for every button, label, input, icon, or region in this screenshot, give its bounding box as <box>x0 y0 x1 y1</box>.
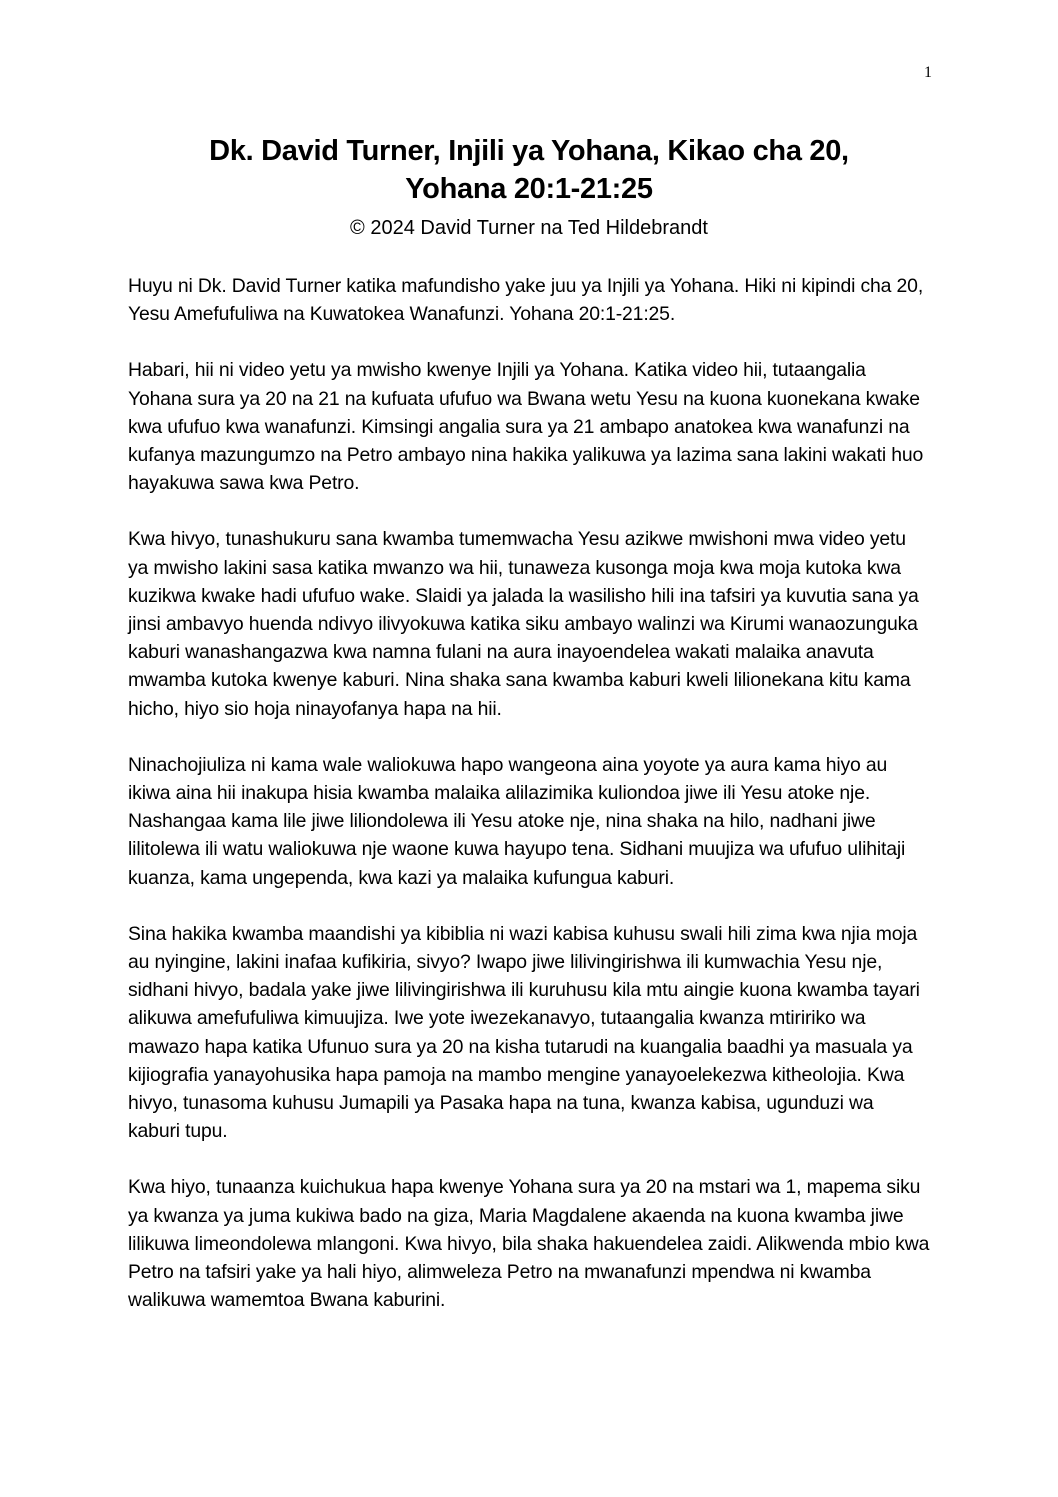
paragraph: Kwa hiyo, tunaanza kuichukua hapa kwenye Yohana sura ya 20 na mstari wa 1, mapema siku ya kwanza ya juma kukiwa bado na giza, Maria Magdalene akaenda na kuona kwamba jiwe lilikuwa limeondolewa mlangoni. Kwa hivyo, bila shaka hakuendelea zaidi. Alikwenda mbio kwa Petro na tafsiri yake ya hali hiyo, alimweleza Petro na mwanafunzi mpendwa ni kwamba walikuwa wamemtoa Bwana kaburini. <box>128 1176 930 1312</box>
paragraph: Ninachojiuliza ni kama wale waliokuwa hapo wangeona aina yoyote ya aura kama hiyo au ikiwa aina hii inakupa hisia kwamba malaika alilazimika kuliondoa jiwe ili Yesu atoke nje. Nashangaa kama lile jiwe liliondolewa ili Yesu atoke nje, nina shaka na hilo, nadhani jiwe lilitolewa ili watu waliokuwa nje waone kuwa hayupo tena. Sidhani muujiza wa ufufuo ulihitaji kuanza, kama ungependa, kwa kazi ya malaika kufungua kaburi. <box>128 753 906 889</box>
title-line-2: Yohana 20:1-21:25 <box>405 173 653 205</box>
document-body <box>128 272 930 1343</box>
page-number: 1 <box>924 64 932 81</box>
copyright-line: © 2024 David Turner na Ted Hildebrandt <box>350 217 708 239</box>
document-title <box>128 132 930 208</box>
document-header <box>128 132 930 242</box>
paragraph: Huyu ni Dk. David Turner katika mafundisho yake juu ya Injili ya Yohana. Hiki ni kipindi cha 20, Yesu Amefufuliwa na Kuwatokea Wanafunzi. Yohana 20:1-21:25. <box>128 275 924 326</box>
title-line-1: Dk. David Turner, Injili ya Yohana, Kikao cha 20, <box>209 135 849 167</box>
paragraph: Sina hakika kwamba maandishi ya kibiblia ni wazi kabisa kuhusu swali hili zima kwa njia moja au nyingine, lakini inafaa kufikiria, sivyo? Iwapo jiwe lilivingirishwa ili kumwachia Yesu nje, sidhani hivyo, badala yake jiwe lilivingirishwa ili kuruhusu kila mtu aingie kuona kwamba tayari alikuwa amefufuliwa kimuujiza. Iwe yote iwezekanavyo, tutaangalia kwanza mtiririko wa mawazo hapa katika Ufunuo sura ya 20 na kisha tutarudi na kuangalia baadhi ya masuala ya kijiografia yanayohusika hapa pamoja na mambo mengine yanayoelekezwa kitheolojia. Kwa hivyo, tunasoma kuhusu Jumapili ya Pasaka hapa na tuna, kwanza kabisa, ugunduzi wa kaburi tupu. <box>128 922 920 1143</box>
paragraph: Kwa hivyo, tunashukuru sana kwamba tumemwacha Yesu azikwe mwishoni mwa video yetu ya mwisho lakini sasa katika mwanzo wa hii, tunaweza kusonga moja kwa moja kutoka kwa kuzikwa kwake hadi ufufuo wake. Slaidi ya jalada la wasilisho hili ina tafsiri ya kuvutia sana ya jinsi ambavyo huenda ndivyo ilivyokuwa katika siku ambayo walinzi wa Kirumi wanaozunguka kaburi wanashangazwa kwa namna fulani na aura inayoendelea wakati malaika anavuta mwamba kutoka kwenye kaburi. Nina shaka sana kwamba kaburi kweli lilionekana kitu kama hicho, hiyo sio hoja ninayofanya hapa na hii. <box>128 528 919 720</box>
paragraph: Habari, hii ni video yetu ya mwisho kwenye Injili ya Yohana. Katika video hii, tutaangalia Yohana sura ya 20 na 21 na kufuata ufufuo wa Bwana wetu Yesu na kuona kuonekana kwake kwa ufufuo kwa wanafunzi. Kimsingi angalia sura ya 21 ambapo anatokea kwa wanafunzi na kufanya mazungumzo na Petro ambayo nina hakika yalikuwa ya lazima sana lakini wakati huo hayakuwa sawa kwa Petro. <box>128 359 924 495</box>
